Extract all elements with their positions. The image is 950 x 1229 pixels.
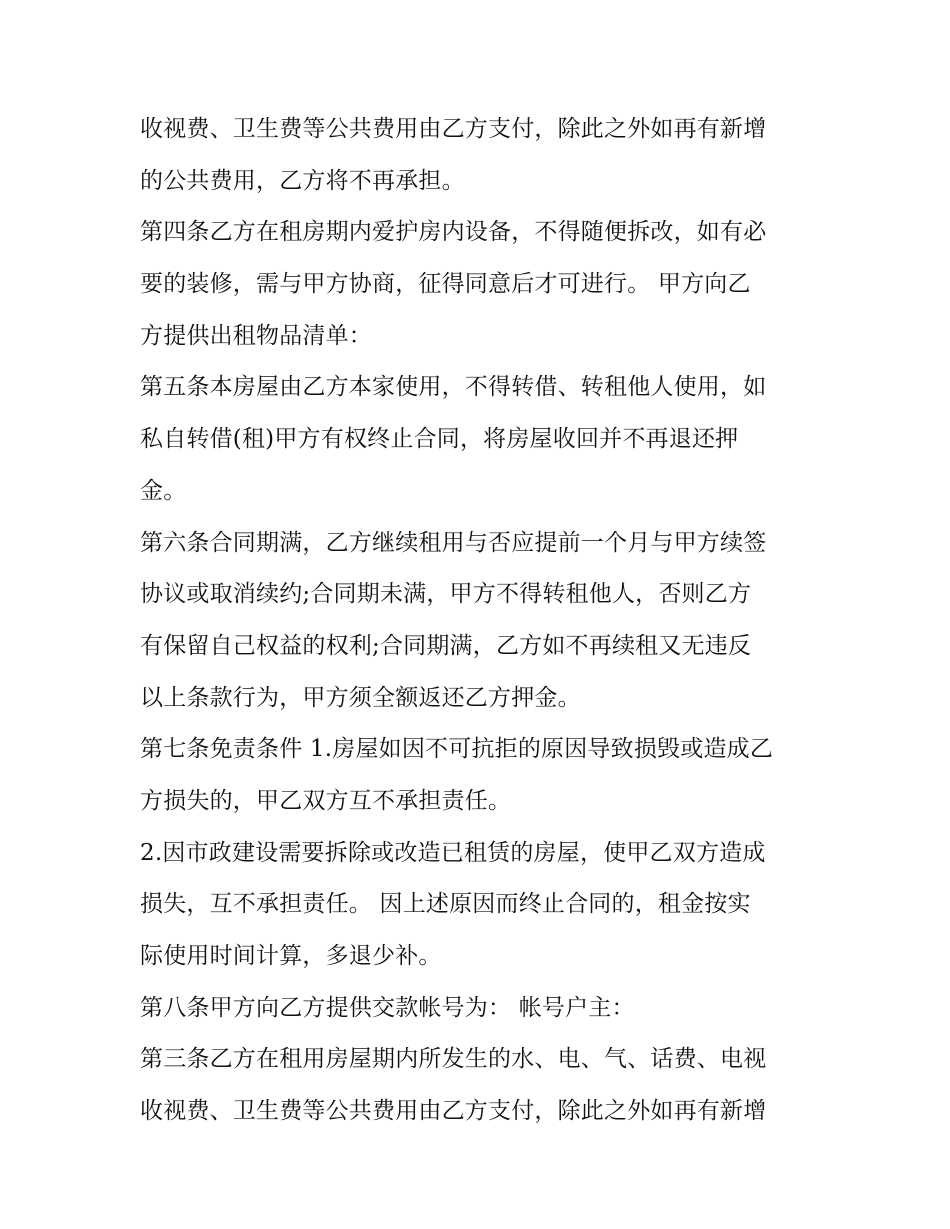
text-line: 协议或取消续约;合同期未满，甲方不得转租他人，否则乙方 bbox=[140, 581, 752, 608]
text-line: 有保留自己权益的权利;合同期满，乙方如不再续租又无违反 bbox=[140, 632, 752, 659]
text-line: 第八条甲方向乙方提供交款帐号为： 帐号户主： bbox=[140, 994, 635, 1021]
text-line: 要的装修，需与甲方协商，征得同意后才可进行。 甲方向乙 bbox=[140, 271, 751, 298]
text-line: 私自转借(租)甲方有权终止合同，将房屋收回并不再退还押 bbox=[140, 426, 739, 453]
text-line: 收视费、卫生费等公共费用由乙方支付，除此之外如再有新增 bbox=[140, 1098, 767, 1125]
text-line: 方提供出租物品清单： bbox=[140, 322, 372, 349]
text-line: 第五条本房屋由乙方本家使用，不得转借、转租他人使用，如 bbox=[140, 374, 767, 401]
text-line: 第四条乙方在租房期内爱护房内设备，不得随便拆改，如有必 bbox=[140, 219, 767, 246]
text-line: 收视费、卫生费等公共费用由乙方支付，除此之外如再有新增 bbox=[140, 116, 767, 142]
text-line: 际使用时间计算，多退少补。 bbox=[140, 943, 442, 969]
text-line: 第七条免责条件 1.房屋如因不可抗拒的原因导致损毁或造成乙 bbox=[140, 736, 774, 763]
text-line: 金。 bbox=[140, 477, 187, 504]
text-line: 的公共费用，乙方将不再承担。 bbox=[140, 167, 465, 194]
text-line: 第三条乙方在租用房屋期内所发生的水、电、气、话费、电视 bbox=[140, 1046, 767, 1073]
document-body bbox=[140, 104, 820, 1138]
text-line: 2.因市政建设需要拆除或改造已租赁的房屋，使甲乙双方造成 bbox=[140, 839, 766, 866]
text-line: 损失，互不承担责任。 因上述原因而终止合同的，租金按实 bbox=[140, 891, 751, 918]
text-line: 以上条款行为，甲方须全额返还乙方押金。 bbox=[140, 684, 581, 711]
text-line: 方损失的，甲乙双方互不承担责任。 bbox=[140, 787, 512, 814]
text-line: 第六条合同期满，乙方继续租用与否应提前一个月与甲方续签 bbox=[140, 529, 767, 556]
